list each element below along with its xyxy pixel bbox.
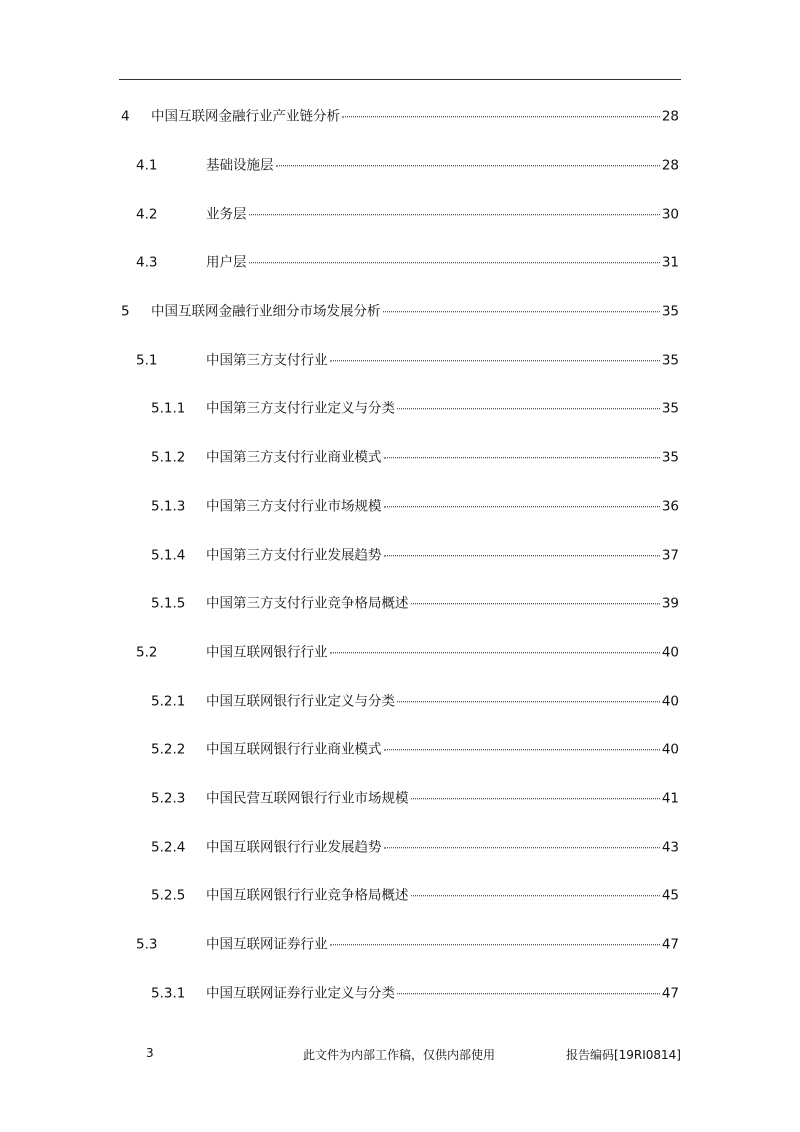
dot-leader (384, 506, 660, 507)
toc-entry[interactable] (119, 288, 679, 337)
toc-entry[interactable] (119, 385, 679, 434)
toc-title: 中国第三方支付行业定义与分类 (206, 400, 395, 417)
toc-number: 4.1 (136, 157, 158, 174)
footer-confidentiality-notice: 此文件为内部工作稿，仅供内部使用 (303, 1048, 496, 1062)
toc-entry[interactable] (119, 969, 679, 1018)
toc-title: 中国互联网银行行业 (206, 644, 328, 661)
toc-title: 中国第三方支付行业 (206, 352, 328, 369)
toc-title: 业务层 (206, 205, 247, 222)
toc-page-number: 28 (661, 108, 679, 125)
toc-entry[interactable] (119, 677, 679, 726)
toc-page-number: 36 (661, 498, 679, 515)
toc-page-number: 35 (661, 400, 679, 417)
toc-page-number: 45 (661, 887, 679, 904)
toc-number: 5.2.1 (151, 692, 186, 709)
dot-leader (411, 603, 660, 604)
toc-number: 5.1 (136, 352, 158, 369)
toc-page-number: 43 (661, 838, 679, 855)
toc-entry[interactable] (119, 629, 679, 678)
dot-leader (384, 847, 660, 848)
dot-leader (384, 750, 660, 751)
toc-page-number: 35 (661, 352, 679, 369)
toc-number: 5.2.2 (151, 741, 186, 758)
toc-number: 5.1.2 (151, 449, 186, 466)
toc-entry[interactable] (119, 921, 679, 970)
dot-leader (384, 555, 660, 556)
toc-number: 4.2 (136, 205, 158, 222)
dot-leader (384, 457, 660, 458)
toc-entry[interactable] (119, 726, 679, 775)
toc-entry[interactable] (119, 434, 679, 483)
dot-leader (397, 409, 660, 410)
footer-report-code: 报告编码[19RI0814] (565, 1048, 681, 1062)
toc-number: 4.3 (136, 254, 158, 271)
dot-leader (383, 311, 660, 312)
toc-number: 5.1.3 (151, 498, 186, 515)
footer-page-number: 3 (146, 1046, 154, 1060)
dot-leader (330, 944, 660, 945)
toc-page-number: 30 (661, 205, 679, 222)
toc-page-number: 37 (661, 546, 679, 563)
dot-leader (249, 214, 660, 215)
toc-number: 5.1.5 (151, 595, 186, 612)
toc-number: 5.3 (136, 936, 158, 953)
toc-page-number: 35 (661, 449, 679, 466)
toc-number: 5.2.4 (151, 838, 186, 855)
dot-leader (397, 701, 660, 702)
toc-page-number: 41 (661, 790, 679, 807)
toc-number: 5.1.1 (151, 400, 186, 417)
toc-title: 中国第三方支付行业市场规模 (206, 498, 382, 515)
toc-title: 中国互联网证券行业 (206, 936, 328, 953)
toc-title: 中国互联网金融行业细分市场发展分析 (151, 303, 381, 320)
toc-number: 5.2 (136, 644, 158, 661)
toc-title: 中国第三方支付行业竞争格局概述 (206, 595, 409, 612)
table-of-contents (119, 93, 679, 1018)
toc-page-number: 40 (661, 692, 679, 709)
header-rule (119, 79, 681, 80)
toc-page-number: 40 (661, 644, 679, 661)
toc-number: 5 (121, 303, 130, 320)
toc-title: 中国第三方支付行业发展趋势 (206, 546, 382, 563)
toc-title: 中国互联网银行行业定义与分类 (206, 692, 395, 709)
toc-entry[interactable] (119, 239, 679, 288)
toc-number: 5.2.5 (151, 887, 186, 904)
toc-entry[interactable] (119, 190, 679, 239)
toc-title: 基础设施层 (206, 157, 274, 174)
toc-title: 用户层 (206, 254, 247, 271)
toc-title: 中国互联网银行行业发展趋势 (206, 838, 382, 855)
toc-number: 5.2.3 (151, 790, 186, 807)
dot-leader (411, 896, 660, 897)
toc-page-number: 40 (661, 741, 679, 758)
dot-leader (342, 117, 660, 118)
dot-leader (330, 652, 660, 653)
dot-leader (249, 263, 660, 264)
toc-page-number: 47 (661, 984, 679, 1001)
page-footer (119, 1046, 681, 1064)
toc-page-number: 28 (661, 157, 679, 174)
toc-page-number: 39 (661, 595, 679, 612)
toc-entry[interactable] (119, 823, 679, 872)
toc-title: 中国民营互联网银行行业市场规模 (206, 790, 409, 807)
toc-title: 中国互联网证券行业定义与分类 (206, 984, 395, 1001)
toc-number: 4 (121, 108, 130, 125)
toc-title: 中国第三方支付行业商业模式 (206, 449, 382, 466)
toc-entry[interactable] (119, 142, 679, 191)
toc-page-number: 35 (661, 303, 679, 320)
dot-leader (397, 993, 660, 994)
toc-title: 中国互联网银行行业商业模式 (206, 741, 382, 758)
toc-number: 5.3.1 (151, 984, 186, 1001)
toc-entry[interactable] (119, 775, 679, 824)
toc-entry[interactable] (119, 580, 679, 629)
toc-entry[interactable] (119, 336, 679, 385)
toc-page-number: 31 (661, 254, 679, 271)
toc-entry[interactable] (119, 483, 679, 532)
toc-entry[interactable] (119, 93, 679, 142)
dot-leader (330, 360, 660, 361)
toc-entry[interactable] (119, 872, 679, 921)
toc-number: 5.1.4 (151, 546, 186, 563)
dot-leader (276, 165, 660, 166)
toc-entry[interactable] (119, 531, 679, 580)
toc-title: 中国互联网银行行业竞争格局概述 (206, 887, 409, 904)
toc-page-number: 47 (661, 936, 679, 953)
toc-title: 中国互联网金融行业产业链分析 (151, 108, 340, 125)
dot-leader (411, 798, 660, 799)
